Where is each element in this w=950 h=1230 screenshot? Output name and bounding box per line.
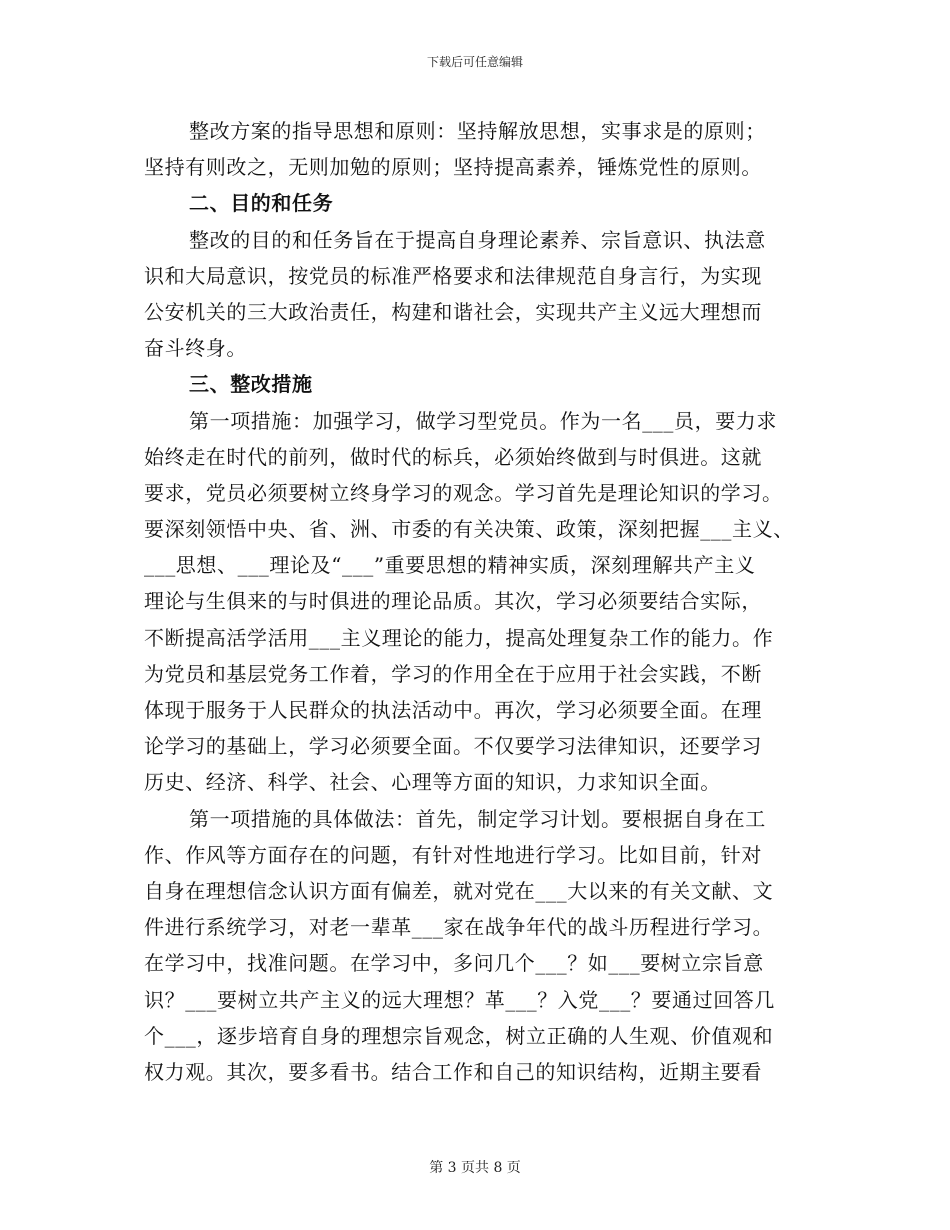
text-line: 要求，党员必须要树立终身学习的观念。学习首先是理论知识的学习。 — [144, 480, 783, 505]
text-line: 为党员和基层党务工作着，学习的作用全在于应用于社会实践，不断 — [144, 661, 762, 686]
text-line: 体现于服务于人民群众的执法活动中。再次，学习必须要全面。在理 — [144, 698, 762, 722]
section-heading: 三、整改措施 — [189, 372, 313, 397]
section-heading: 二、目的和任务 — [189, 191, 334, 216]
text-line: 个___，逐步培育自身的理想宗旨观念，树立正确的人生观、价值观和 — [144, 1023, 774, 1048]
text-line: 在学习中，找准问题。在学习中，多问几个___？如___要树立宗旨意 — [144, 951, 764, 976]
text-line: 坚持有则改之，无则加勉的原则；坚持提高素养，锤炼党性的原则。 — [144, 155, 762, 180]
text-line: 第一项措施：加强学习，做学习型党员。作为一名___员，要力求 — [189, 408, 777, 433]
text-line: 历史、经济、科学、社会、心理等方面的知识，力求知识全面。 — [144, 770, 721, 795]
page-header: 下载后可任意编辑 — [426, 55, 523, 69]
text-line: 奋斗终身。 — [144, 336, 247, 361]
text-line: 作、作风等方面存在的问题，有针对性地进行学习。比如目前，针对 — [144, 842, 762, 867]
text-line: 要深刻领悟中央、省、洲、市委的有关决策、政策，深刻把握___主义、 — [144, 517, 794, 542]
text-line: 公安机关的三大政治责任，构建和谐社会，实现共产主义远大理想而 — [144, 299, 762, 324]
text-line: 整改方案的指导思想和原则：坚持解放思想，实事求是的原则； — [189, 119, 766, 143]
text-line: 不断提高活学活用___主义理论的能力，提高处理复杂工作的能力。作 — [144, 625, 774, 650]
text-line: ___思想、___理论及“___”重要思想的精神实质，深刻理解共产主义 — [144, 553, 756, 578]
text-line: 理论与生俱来的与时俱进的理论品质。其次，学习必须要结合实际， — [144, 589, 762, 614]
text-line: 整改的目的和任务旨在于提高自身理论素养、宗旨意识、执法意 — [189, 227, 766, 252]
text-line: 权力观。其次，要多看书。结合工作和自己的知识结构，近期主要看 — [144, 1059, 762, 1084]
page-footer: 第 3 页共 8 页 — [429, 1160, 521, 1176]
text-line: 始终走在时代的前列，做时代的标兵，必须始终做到与时俱进。这就 — [144, 444, 762, 469]
text-line: 第一项措施的具体做法：首先，制定学习计划。要根据自身在工 — [189, 806, 766, 831]
text-line: 识？___要树立共产主义的远大理想？革___？入党___？要通过回答几 — [144, 987, 775, 1012]
text-line: 论学习的基础上，学习必须要全面。不仅要学习法律知识，还要学习 — [144, 734, 762, 759]
text-line: 自身在理想信念认识方面有偏差，就对党在___大以来的有关文献、文 — [144, 878, 774, 903]
text-line: 识和大局意识，按党员的标准严格要求和法律规范自身言行，为实现 — [144, 263, 762, 288]
document-body — [144, 113, 814, 1090]
text-line: 件进行系统学习，对老一辈革___家在战争年代的战斗历程进行学习。 — [144, 915, 774, 940]
